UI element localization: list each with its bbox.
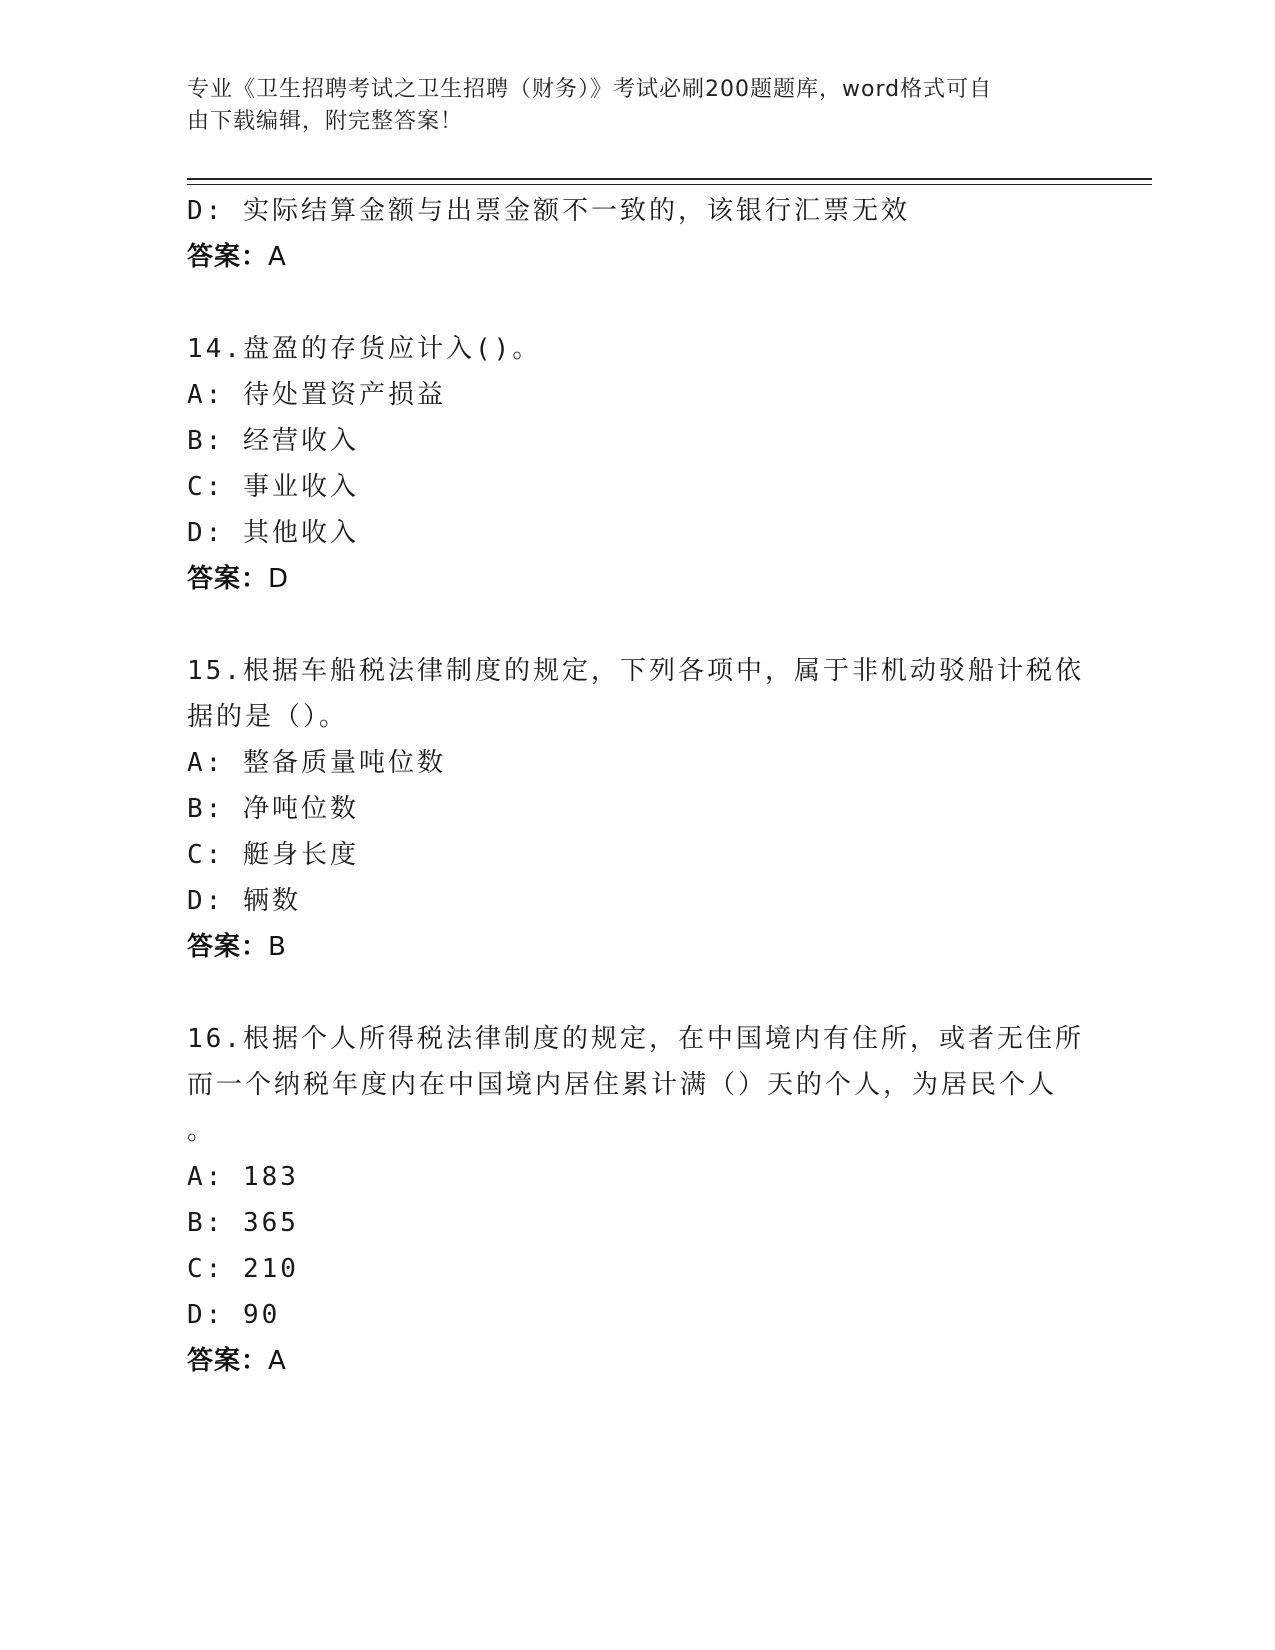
question-text [187, 648, 1087, 740]
question-text-line: 而一个纳税年度内在中国境内居住累计满（）天的个人，为居民个人 [187, 1070, 1058, 1100]
question-text [187, 1016, 1087, 1154]
answer-label: 答案： [187, 1346, 269, 1376]
answer-line [187, 924, 1087, 970]
spacer [187, 280, 1087, 326]
spacer [187, 970, 1087, 1016]
option-d: D: 90 [187, 1300, 281, 1330]
answer-label: 答案： [187, 242, 269, 272]
answer-value: A [268, 242, 287, 272]
spacer [187, 602, 1087, 648]
answer-value: A [268, 1346, 287, 1376]
question-15 [187, 648, 1087, 970]
option-d: D: 其他收入 [187, 518, 359, 548]
option-b: B: 经营收入 [187, 426, 359, 456]
option-a: A: 183 [187, 1162, 299, 1192]
question-16 [187, 1016, 1087, 1384]
answer-label: 答案： [187, 564, 269, 594]
answer-line [187, 234, 1087, 280]
option-b: B: 365 [187, 1208, 299, 1238]
option-a: A: 整备质量吨位数 [187, 748, 446, 778]
answer-value: D [268, 564, 290, 594]
header-line-1: 专业《卫生招聘考试之卫生招聘（财务）》考试必刷200题题库，word格式可自 [187, 77, 993, 102]
option-c: C: 艇身长度 [187, 840, 359, 870]
option-c: C: 210 [187, 1254, 299, 1284]
answer-line [187, 556, 1087, 602]
header-divider-thick [187, 178, 1152, 180]
question-text-line: 16.根据个人所得税法律制度的规定，在中国境内有住所，或者无住所 [187, 1024, 1084, 1054]
option-a: A: 待处置资产损益 [187, 380, 446, 410]
question-text-line: 15.根据车船税法律制度的规定，下列各项中，属于非机动驳船计税依 [187, 656, 1084, 686]
answer-value: B [268, 932, 287, 962]
question-text-line: 14.盘盈的存货应计入()。 [187, 334, 542, 364]
question-text-line: 。 [187, 1116, 217, 1146]
answer-label: 答案： [187, 932, 269, 962]
question-text [187, 326, 1087, 372]
answer-line [187, 1338, 1087, 1384]
question-text-line: 据的是（）。 [187, 702, 349, 732]
document-header [187, 74, 1067, 138]
header-divider-thin [187, 184, 1152, 185]
question-14 [187, 326, 1087, 602]
option-b: B: 净吨位数 [187, 794, 359, 824]
option-d: D: 辆数 [187, 886, 301, 916]
option-d: D: 实际结算金额与出票金额不一致的，该银行汇票无效 [187, 196, 910, 226]
question-13-continued [187, 188, 1087, 280]
header-line-2: 由下载编辑，附完整答案！ [187, 109, 464, 134]
option-c: C: 事业收入 [187, 472, 359, 502]
question-list [187, 188, 1087, 1384]
